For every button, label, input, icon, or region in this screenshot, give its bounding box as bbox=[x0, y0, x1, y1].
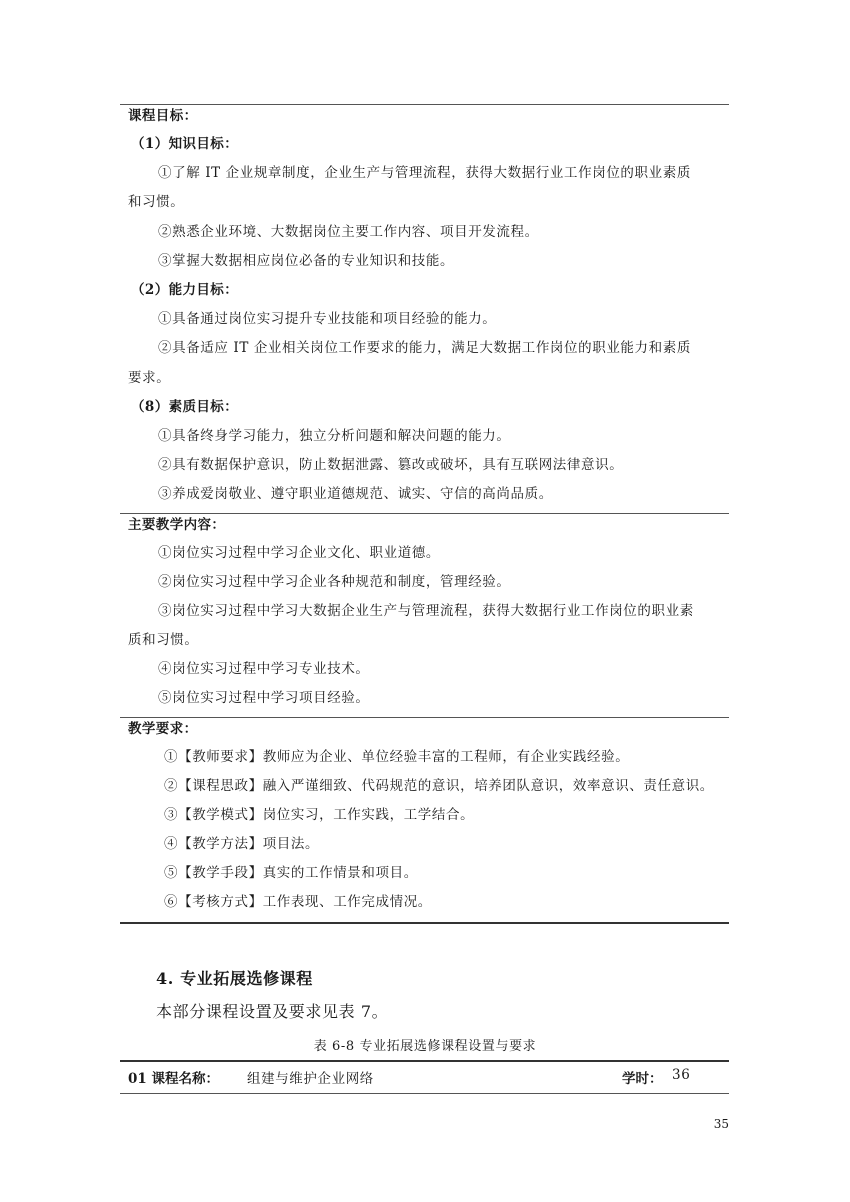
table-bottom-border bbox=[120, 922, 729, 924]
course-name-value: 组建与维护企业网络 bbox=[247, 1071, 374, 1087]
content-heading: 主要教学内容： bbox=[128, 517, 226, 533]
content-item-2: ②岗位实习过程中学习企业各种规范和制度，管理经验。 bbox=[158, 574, 511, 590]
requirement-item-5: ⑤【教学手段】真实的工作情景和项目。 bbox=[164, 865, 418, 881]
quality-item-1: ①具备终身学习能力，独立分析问题和解决问题的能力。 bbox=[158, 428, 511, 444]
knowledge-item-3: ③掌握大数据相应岗位必备的专业知识和技能。 bbox=[158, 253, 455, 269]
requirement-item-3: ③【教学模式】岗位实习，工作实践，工学结合。 bbox=[164, 807, 475, 823]
table-top-border bbox=[120, 104, 729, 105]
course-table-top-border bbox=[120, 1060, 729, 1062]
knowledge-item-1: ①了解 IT 企业规章制度，企业生产与管理流程，获得大数据行业工作岗位的职业素质 bbox=[158, 165, 691, 181]
section-title: 4. 专业拓展选修课程 bbox=[156, 969, 313, 988]
knowledge-item-2: ②熟悉企业环境、大数据岗位主要工作内容、项目开发流程。 bbox=[158, 224, 539, 240]
hours-value: 36 bbox=[672, 1067, 691, 1083]
quality-item-3: ③养成爱岗敬业、遵守职业道德规范、诚实、守信的高尚品质。 bbox=[158, 486, 553, 502]
ability-item-2: ②具备适应 IT 企业相关岗位工作要求的能力，满足大数据工作岗位的职业能力和素质 bbox=[158, 340, 691, 356]
divider-requirements bbox=[120, 717, 729, 718]
knowledge-item-1-cont: 和习惯。 bbox=[128, 194, 185, 210]
requirement-item-2: ②【课程思政】融入严谨细致、代码规范的意识，培养团队意识，效率意识、责任意识。 bbox=[164, 778, 714, 794]
quality-item-2: ②具有数据保护意识，防止数据泄露、篡改或破坏，具有互联网法律意识。 bbox=[158, 457, 624, 473]
requirement-item-6: ⑥【考核方式】工作表现、工作完成情况。 bbox=[164, 894, 432, 910]
hours-label: 学时： bbox=[622, 1071, 663, 1087]
content-item-1: ①岗位实习过程中学习企业文化、职业道德。 bbox=[158, 545, 440, 561]
content-item-5: ⑤岗位实习过程中学习项目经验。 bbox=[158, 690, 370, 706]
section-body: 本部分课程设置及要求见表 7。 bbox=[156, 1002, 389, 1021]
requirements-heading: 教学要求： bbox=[128, 721, 198, 737]
ability-objectives-heading: （2）能力目标： bbox=[131, 282, 239, 298]
ability-item-2-cont: 要求。 bbox=[128, 370, 171, 386]
objectives-heading: 课程目标： bbox=[128, 108, 198, 124]
quality-objectives-heading: （8）素质目标： bbox=[131, 399, 239, 415]
page-number: 35 bbox=[713, 1117, 729, 1131]
content-item-4: ④岗位实习过程中学习专业技术。 bbox=[158, 661, 370, 677]
table-caption: 表 6-8 专业拓展选修课程设置与要求 bbox=[313, 1039, 537, 1054]
course-table-row-border bbox=[120, 1093, 729, 1094]
ability-item-1: ①具备通过岗位实习提升专业技能和项目经验的能力。 bbox=[158, 311, 497, 327]
content-item-3: ③岗位实习过程中学习大数据企业生产与管理流程，获得大数据行业工作岗位的职业素 bbox=[158, 603, 694, 619]
course-name-label: 01 课程名称： bbox=[128, 1071, 219, 1087]
content-item-3-cont: 质和习惯。 bbox=[128, 632, 199, 648]
divider-content bbox=[120, 513, 729, 514]
knowledge-objectives-heading: （1）知识目标： bbox=[131, 136, 239, 152]
requirement-item-1: ①【教师要求】教师应为企业、单位经验丰富的工程师，有企业实践经验。 bbox=[164, 749, 630, 765]
requirement-item-4: ④【教学方法】项目法。 bbox=[164, 836, 320, 852]
